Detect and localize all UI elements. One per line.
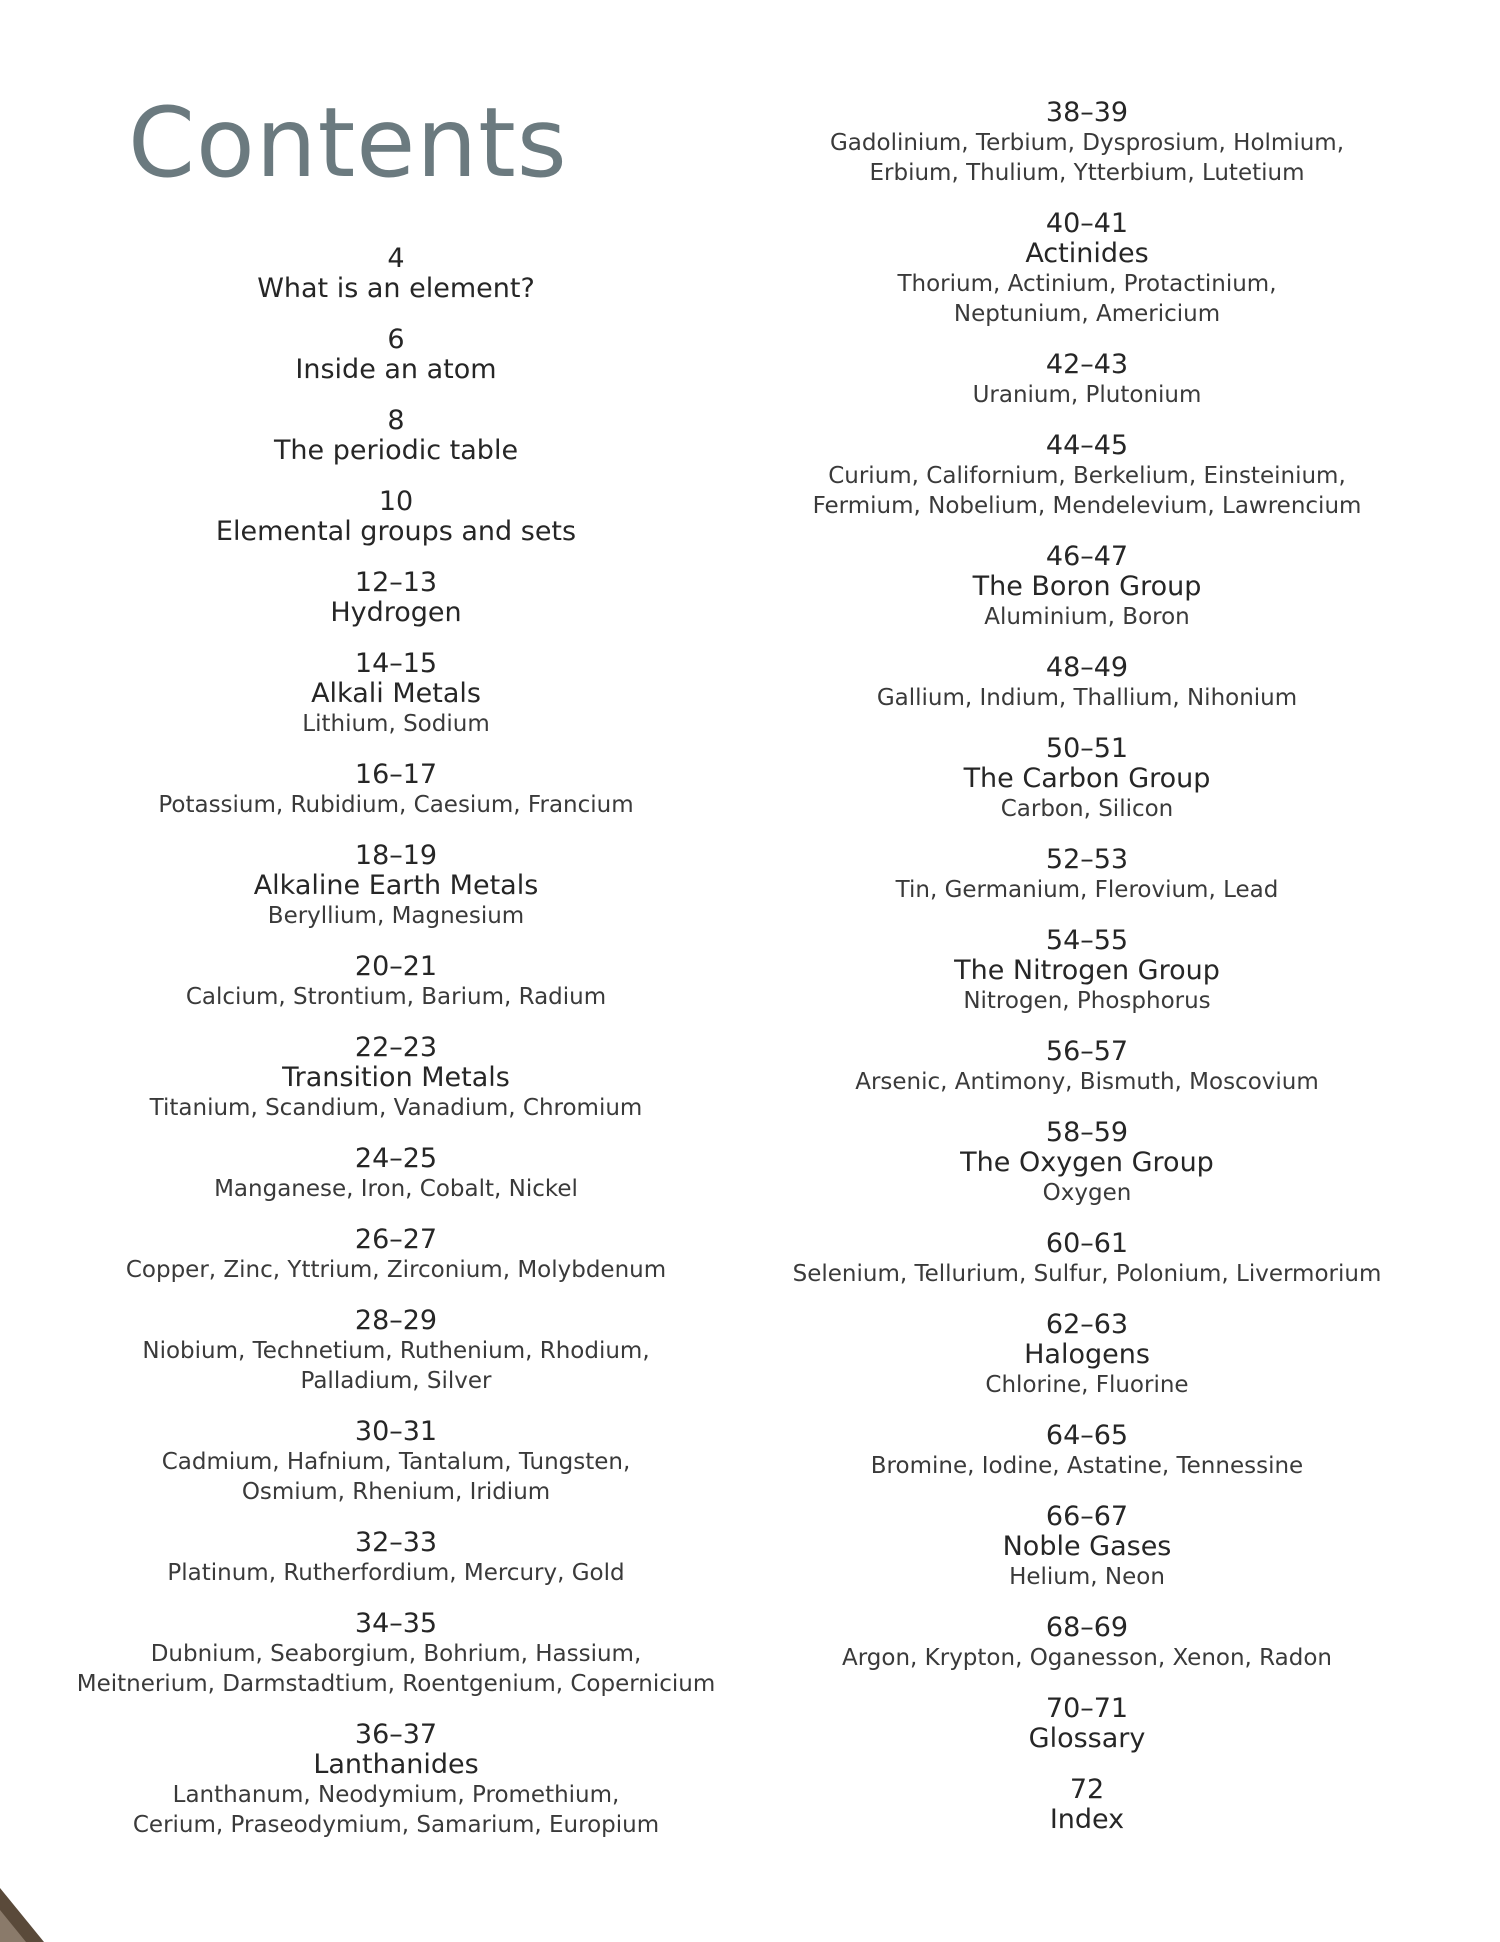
toc-elements: Neptunium, Americium — [953, 301, 1221, 327]
toc-elements: Gadolinium, Terbium, Dysprosium, Holmium, — [829, 130, 1345, 156]
toc-heading: Index — [1049, 1804, 1125, 1835]
toc-page-range: 34–35 — [354, 1608, 438, 1639]
toc-heading: Inside an atom — [295, 354, 497, 385]
toc-elements: Selenium, Tellurium, Sulfur, Polonium, Livermorium — [792, 1261, 1382, 1287]
toc-entry — [747, 350, 1427, 410]
toc-heading: What is an element? — [257, 273, 535, 304]
toc-elements: Osmium, Rhenium, Iridium — [241, 1479, 551, 1505]
toc-heading: Transition Metals — [282, 1062, 510, 1093]
toc-elements: Dubnium, Seaborgium, Bohrium, Hassium, — [150, 1641, 642, 1667]
toc-elements: Oxygen — [1042, 1180, 1132, 1206]
toc-elements: Potassium, Rubidium, Caesium, Francium — [158, 792, 634, 818]
toc-elements: Palladium, Silver — [300, 1368, 492, 1394]
toc-page-range: 24–25 — [354, 1143, 438, 1174]
toc-page-range: 10 — [378, 486, 414, 517]
toc-elements: Chlorine, Fluorine — [985, 1372, 1189, 1398]
toc-page-range: 8 — [387, 405, 405, 436]
toc-heading: Noble Gases — [1002, 1531, 1172, 1562]
toc-entry — [747, 1037, 1427, 1097]
toc-entry — [56, 841, 736, 931]
toc-page-range: 62–63 — [1045, 1309, 1129, 1340]
toc-entry — [56, 406, 736, 466]
contents-left-column — [56, 244, 736, 1861]
toc-elements: Beryllium, Magnesium — [267, 903, 525, 929]
toc-entry — [747, 734, 1427, 824]
toc-entry — [56, 1609, 736, 1699]
toc-elements: Titanium, Scandium, Vanadium, Chromium — [149, 1095, 643, 1121]
toc-elements: Aluminium, Boron — [984, 604, 1190, 630]
toc-entry — [56, 952, 736, 1012]
toc-elements: Curium, Californium, Berkelium, Einsteinium, — [828, 463, 1346, 489]
toc-page-range: 44–45 — [1045, 430, 1129, 461]
toc-heading: Lanthanides — [313, 1749, 479, 1780]
toc-entry — [747, 98, 1427, 188]
toc-page-range: 66–67 — [1045, 1501, 1129, 1532]
toc-entry — [56, 1144, 736, 1204]
toc-elements: Calcium, Strontium, Barium, Radium — [185, 984, 607, 1010]
toc-heading: The Nitrogen Group — [954, 955, 1220, 986]
toc-entry — [56, 760, 736, 820]
toc-page-range: 54–55 — [1045, 925, 1129, 956]
toc-page-range: 12–13 — [354, 567, 438, 598]
toc-page-range: 58–59 — [1045, 1117, 1129, 1148]
toc-heading: Halogens — [1024, 1339, 1150, 1370]
toc-entry — [747, 1775, 1427, 1835]
toc-page-range: 20–21 — [354, 951, 438, 982]
toc-page-range: 32–33 — [354, 1527, 438, 1558]
toc-entry — [56, 487, 736, 547]
toc-page-range: 64–65 — [1045, 1420, 1129, 1451]
toc-page-range: 72 — [1069, 1774, 1105, 1805]
toc-page-range: 60–61 — [1045, 1228, 1129, 1259]
toc-page-range: 38–39 — [1045, 97, 1129, 128]
toc-entry — [56, 568, 736, 628]
toc-page-range: 14–15 — [354, 648, 438, 679]
toc-heading: The Carbon Group — [963, 763, 1211, 794]
toc-page-range: 70–71 — [1045, 1693, 1129, 1724]
toc-heading: The Boron Group — [972, 571, 1202, 602]
toc-elements: Platinum, Rutherfordium, Mercury, Gold — [167, 1560, 625, 1586]
toc-entry — [747, 431, 1427, 521]
corner-scan-artifact — [0, 1870, 44, 1942]
toc-elements: Argon, Krypton, Oganesson, Xenon, Radon — [842, 1645, 1332, 1671]
toc-entry — [56, 649, 736, 739]
toc-entry — [56, 1528, 736, 1588]
toc-elements: Niobium, Technetium, Ruthenium, Rhodium, — [142, 1338, 650, 1364]
toc-heading: Alkali Metals — [311, 678, 481, 709]
toc-entry — [747, 653, 1427, 713]
contents-right-column — [747, 98, 1427, 1856]
toc-page-range: 28–29 — [354, 1305, 438, 1336]
toc-entry — [56, 1033, 736, 1123]
toc-entry — [56, 244, 736, 304]
toc-page-range: 26–27 — [354, 1224, 438, 1255]
toc-elements: Nitrogen, Phosphorus — [963, 988, 1211, 1014]
toc-elements: Meitnerium, Darmstadtium, Roentgenium, Copernicium — [76, 1671, 716, 1697]
toc-heading: Elemental groups and sets — [215, 516, 577, 547]
toc-elements: Cerium, Praseodymium, Samarium, Europium — [132, 1812, 660, 1838]
toc-page-range: 48–49 — [1045, 652, 1129, 683]
toc-entry — [56, 1417, 736, 1507]
toc-page-range: 16–17 — [354, 759, 438, 790]
toc-page-range: 6 — [387, 324, 405, 355]
toc-entry — [747, 1613, 1427, 1673]
toc-page-range: 68–69 — [1045, 1612, 1129, 1643]
toc-page-range: 56–57 — [1045, 1036, 1129, 1067]
toc-heading: The Oxygen Group — [960, 1147, 1214, 1178]
toc-entry — [747, 1502, 1427, 1592]
toc-page-range: 40–41 — [1045, 208, 1129, 239]
toc-elements: Copper, Zinc, Yttrium, Zirconium, Molybdenum — [125, 1257, 667, 1283]
toc-entry — [747, 1229, 1427, 1289]
toc-heading: The periodic table — [273, 435, 519, 466]
toc-elements: Erbium, Thulium, Ytterbium, Lutetium — [869, 160, 1305, 186]
toc-entry — [747, 1118, 1427, 1208]
toc-page-range: 50–51 — [1045, 733, 1129, 764]
toc-page-range: 52–53 — [1045, 844, 1129, 875]
toc-entry — [747, 542, 1427, 632]
toc-entry — [56, 325, 736, 385]
toc-page-range: 30–31 — [354, 1416, 438, 1447]
toc-elements: Gallium, Indium, Thallium, Nihonium — [876, 685, 1298, 711]
toc-page-range: 42–43 — [1045, 349, 1129, 380]
toc-entry — [56, 1720, 736, 1840]
toc-entry — [56, 1306, 736, 1396]
toc-heading: Alkaline Earth Metals — [253, 870, 539, 901]
toc-entry — [747, 1421, 1427, 1481]
toc-elements: Manganese, Iron, Cobalt, Nickel — [214, 1176, 578, 1202]
toc-page-range: 18–19 — [354, 840, 438, 871]
toc-elements: Tin, Germanium, Flerovium, Lead — [895, 877, 1279, 903]
toc-entry — [747, 1694, 1427, 1754]
toc-elements: Cadmium, Hafnium, Tantalum, Tungsten, — [161, 1449, 631, 1475]
toc-elements: Thorium, Actinium, Protactinium, — [897, 271, 1277, 297]
toc-page-range: 22–23 — [354, 1032, 438, 1063]
toc-heading: Actinides — [1025, 238, 1149, 269]
toc-elements: Helium, Neon — [1009, 1564, 1165, 1590]
toc-entry — [747, 845, 1427, 905]
toc-heading: Hydrogen — [330, 597, 462, 628]
toc-page-range: 36–37 — [354, 1719, 438, 1750]
toc-elements: Carbon, Silicon — [1000, 796, 1174, 822]
toc-elements: Arsenic, Antimony, Bismuth, Moscovium — [855, 1069, 1319, 1095]
toc-elements: Fermium, Nobelium, Mendelevium, Lawrencium — [812, 493, 1362, 519]
toc-entry — [747, 926, 1427, 1016]
page-title: Contents — [128, 87, 568, 199]
toc-elements: Lanthanum, Neodymium, Promethium, — [172, 1782, 620, 1808]
toc-heading: Glossary — [1028, 1723, 1146, 1754]
toc-entry — [747, 1310, 1427, 1400]
toc-entry — [747, 209, 1427, 329]
toc-entry — [56, 1225, 736, 1285]
toc-page-range: 46–47 — [1045, 541, 1129, 572]
toc-elements: Uranium, Plutonium — [972, 382, 1202, 408]
toc-elements: Lithium, Sodium — [302, 711, 490, 737]
toc-elements: Bromine, Iodine, Astatine, Tennessine — [870, 1453, 1304, 1479]
toc-page-range: 4 — [387, 243, 405, 274]
